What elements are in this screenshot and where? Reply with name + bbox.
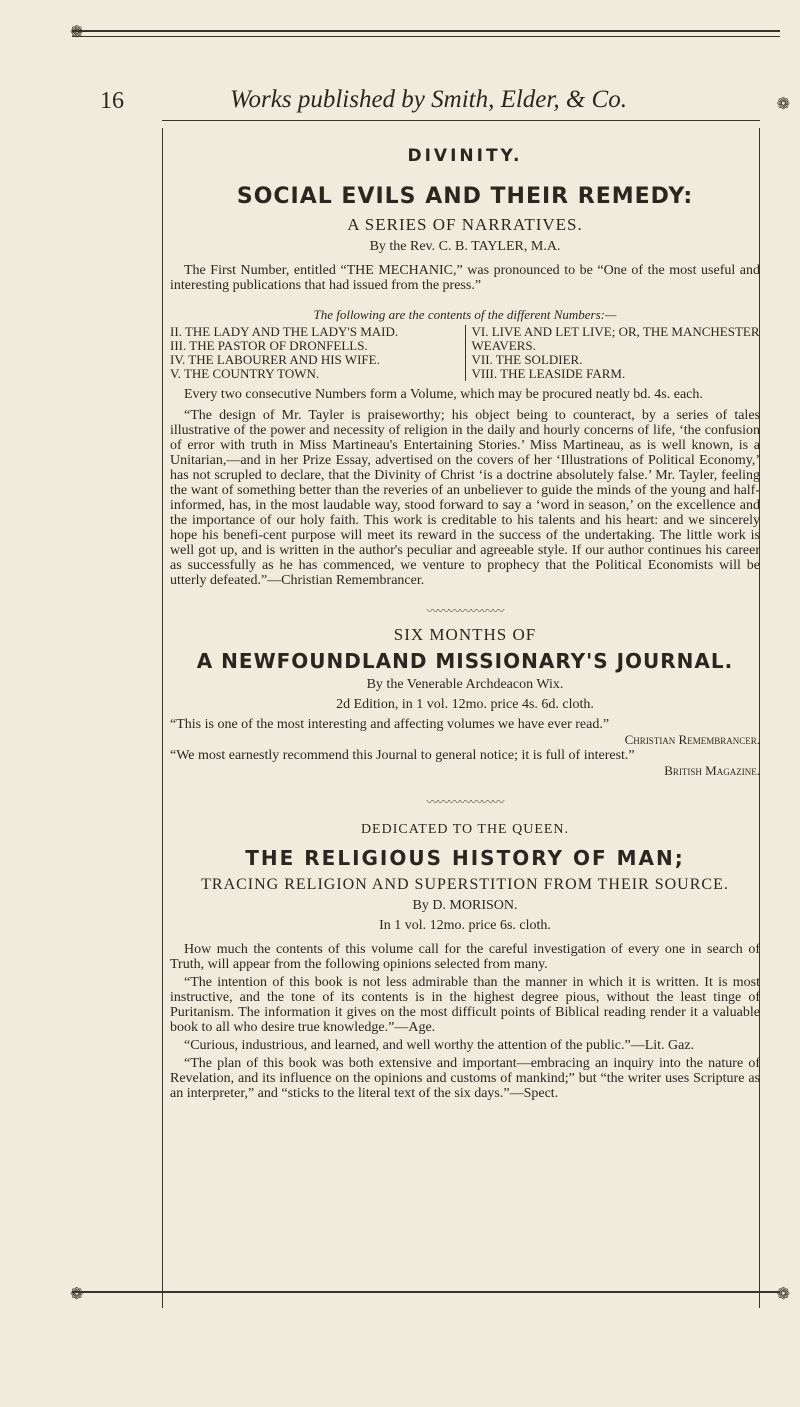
corner-ornament-icon: ❁	[70, 1286, 84, 1303]
review-quote: “This is one of the most interesting and affecting volumes we have ever read.”	[170, 717, 610, 732]
running-title: Works published by Smith, Elder, & Co.	[230, 86, 627, 113]
list-item: IV. THE LABOURER AND HIS WIFE.	[170, 352, 380, 367]
book-subtitle: TRACING RELIGION AND SUPERSTITION FROM THEIR SOURCE.	[201, 876, 729, 893]
bottom-border-rule	[72, 1291, 780, 1293]
book-description: How much the contents of this volume call for the careful investigation of every one in search of Truth, will appear from the following opinions selected from many.	[170, 942, 760, 972]
running-title-rule	[162, 120, 760, 121]
contents-heading: The following are the contents of the different Numbers:—	[313, 307, 617, 322]
book-entry-social-evils	[170, 184, 760, 588]
book-subtitle: A SERIES OF NARRATIVES.	[347, 215, 583, 234]
dedication: DEDICATED TO THE QUEEN.	[360, 822, 570, 837]
frame-left-rule	[162, 128, 163, 1308]
page-number: 16	[100, 88, 124, 114]
review-quote: “The design of Mr. Tayler is praiseworthy; his object being to counteract, by a series of tales illustrative of the power and necessity of religion in the daily and hourly concerns of life, ‘the confusion of error with truth in Miss Martineau's Entertaining Stories.’ Miss Martineau, as is well known, is a Unitarian,—and in her Prize Essay, advertised on the covers of her ‘Illustrations of Political Economy,’ has not scrupled to declare, that the Divinity of Christ ‘is a doctrine absolutely false.’ Mr. Tayler, feeling the want of something better than the reveries of an unbeliever to guide the minds of the young and half-informed, has, in the most laudable way, stood forward to say a ‘word in season,’ on the excellence and the importance of our holy faith. This work is creditable to his talents and his heart: and we sincerely hope his benefi-cent purpose will meet its reward in the success of the undertaking. The little work is well got up, and is written in the author's peculiar and agreeable style. If our author continues his career as successfully as he has commenced, we venture to prophecy that the Political Economists will be utterly defeated.”—Christian Remembrancer.	[170, 408, 760, 588]
numbers-right-column	[465, 325, 761, 381]
book-edition: 2d Edition, in 1 vol. 12mo. price 4s. 6d. cloth.	[336, 697, 594, 712]
review-quote: “The intention of this book is not less admirable than the manner in which it is written. It is most instructive, and the tone of its contents is in the highest degree pious, without the least tinge of Puritanism. The information it gives on the most difficult points of Biblical reading render it a valuable book to all who desire true knowledge.”—Age.	[170, 975, 760, 1035]
list-item: III. THE PASTOR OF DRONFELLS.	[170, 338, 368, 353]
list-item: VII. THE SOLDIER.	[471, 352, 583, 367]
top-border-rule	[72, 30, 780, 32]
list-item: II. THE LADY AND THE LADY'S MAID.	[170, 324, 399, 339]
volume-note: Every two consecutive Numbers form a Volume, which may be procured neatly bd. 4s. each.	[184, 387, 703, 402]
book-entry-newfoundland	[170, 625, 760, 779]
wavy-separator: 〰〰〰〰〰〰〰	[426, 795, 504, 809]
book-edition: In 1 vol. 12mo. price 6s. cloth.	[379, 918, 551, 933]
book-title: A NEWFOUNDLAND MISSIONARY'S JOURNAL.	[196, 649, 734, 673]
corner-ornament-icon: ❁	[776, 1286, 790, 1303]
book-title: THE RELIGIOUS HISTORY OF MAN;	[245, 846, 685, 870]
page-content	[170, 136, 760, 1101]
book-author: By D. MORISON.	[412, 898, 518, 913]
book-author: By the Venerable Archdeacon Wix.	[366, 677, 564, 692]
book-author: By the Rev. C. B. TAYLER, M.A.	[369, 239, 561, 254]
book-intro: The First Number, entitled “THE MECHANIC,” was pronounced to be “One of the most useful and interesting publications that had issued from the press.”	[170, 263, 760, 293]
quote-source: Christian Remembrancer.	[624, 732, 760, 747]
review-quote: “We most earnestly recommend this Journal to general notice; it is full of interest.”	[170, 748, 635, 763]
wavy-separator: 〰〰〰〰〰〰〰	[426, 604, 504, 618]
review-quote: “Curious, industrious, and learned, and well worthy the attention of the public.”—Lit. Gaz.	[184, 1038, 695, 1053]
book-title: SOCIAL EVILS AND THEIR REMEDY:	[236, 184, 694, 209]
page	[70, 18, 790, 1308]
list-item: VI. LIVE AND LET LIVE; OR, THE MANCHESTER WEAVERS.	[471, 324, 760, 353]
numbers-list	[170, 325, 760, 381]
section-heading: DIVINITY.	[407, 146, 523, 166]
book-pre-title: SIX MONTHS OF	[393, 625, 537, 644]
book-entry-religious-history	[170, 822, 760, 1101]
corner-ornament-icon: ❁	[776, 96, 790, 113]
numbers-left-column	[170, 325, 465, 381]
quote-source: British Magazine.	[664, 763, 760, 778]
list-item: VIII. THE LEASIDE FARM.	[471, 366, 626, 381]
review-quote: “The plan of this book was both extensive and important—embracing an inquiry into the nature of Revelation, and its influence on the opinions and customs of mankind;” but “the writer uses Scripture as an interpreter,” and “sticks to the literal text of the six days.”—Spect.	[170, 1056, 760, 1101]
list-item: V. THE COUNTRY TOWN.	[170, 366, 320, 381]
corner-ornament-icon: ❁	[70, 24, 84, 41]
top-border-rule-inner	[72, 36, 780, 37]
